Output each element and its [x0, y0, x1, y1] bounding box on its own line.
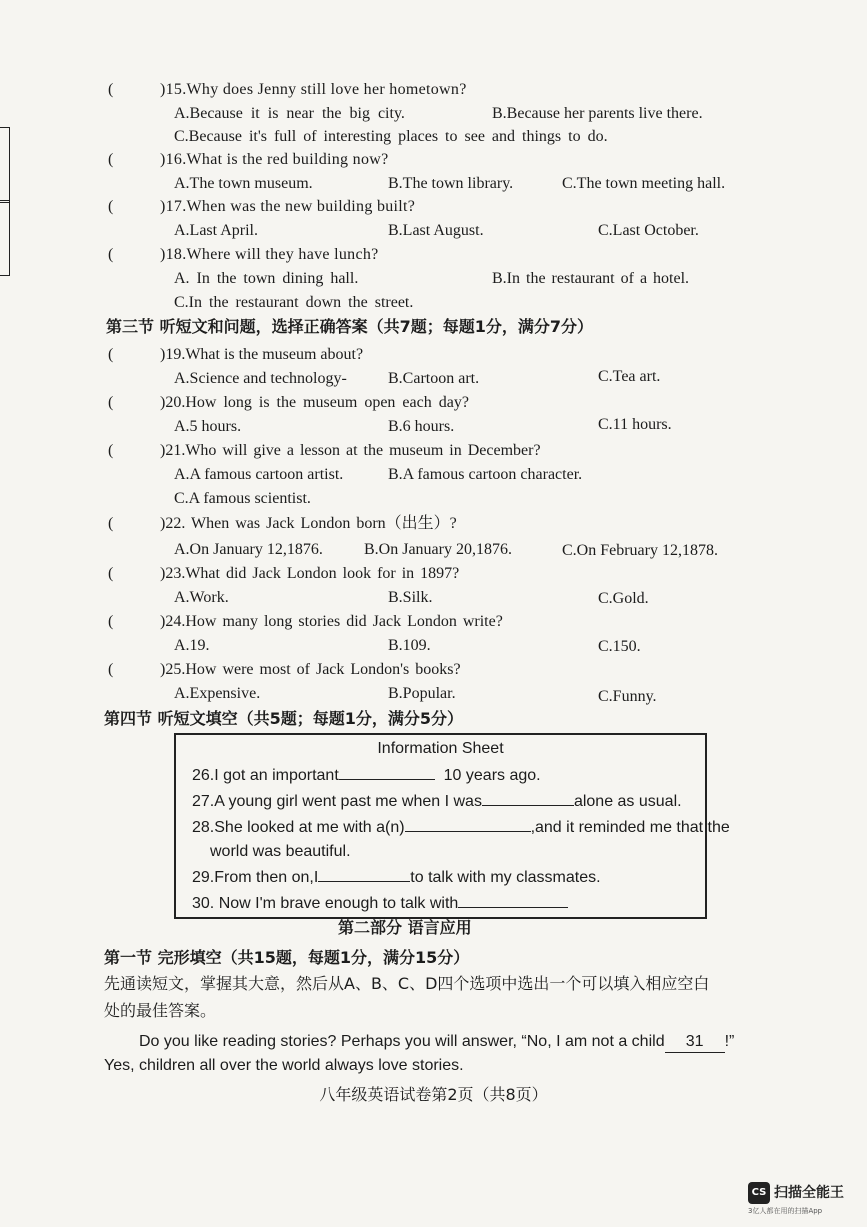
- option-b: B.A famous cartoon character.: [388, 466, 583, 483]
- option-b: B.6 hours.: [388, 418, 455, 435]
- answer-bracket: (: [108, 565, 114, 582]
- option-c: C.In the restaurant down the street.: [174, 294, 414, 311]
- question-text: )17.When was the new building built?: [160, 198, 416, 215]
- part-2-heading: 第二部分 语言应用: [338, 918, 472, 937]
- info-item-27: 27.A young girl went past me when I was alone as usual.: [192, 793, 682, 810]
- answer-blank[interactable]: [339, 765, 435, 780]
- answer-blank[interactable]: [405, 817, 531, 832]
- option-b: B.109.: [388, 637, 431, 654]
- option-c: C.150.: [598, 638, 641, 655]
- section-4-heading: 第四节 听短文填空（共5题；每题1分，满分5分）: [104, 709, 463, 728]
- passage-line-1: Do you like reading stories? Perhaps you will answer, “No, I am not a child 31 !”: [139, 1032, 734, 1053]
- watermark-tagline: 3亿人都在用的扫描App: [748, 1207, 823, 1215]
- cloze-instruction-continued: 处的最佳答案。: [104, 1001, 217, 1020]
- info-item-30: 30. Now I'm brave enough to talk with: [192, 893, 568, 914]
- answer-bracket: (: [108, 198, 114, 215]
- answer-blank[interactable]: [458, 893, 568, 908]
- question-text: )15.Why does Jenny still love her hometown?: [160, 81, 467, 98]
- section-3-heading: 第三节 听短文和问题，选择正确答案（共7题；每题1分，满分7分）: [106, 317, 593, 336]
- option-a: A.Science and technology-: [174, 370, 347, 387]
- question-text: )18.Where will they have lunch?: [160, 246, 379, 263]
- option-a: A.Last April.: [174, 222, 258, 239]
- answer-bracket: (: [108, 661, 114, 678]
- option-c: C.On February 12,1878.: [562, 542, 718, 559]
- option-a: A.19.: [174, 637, 210, 654]
- question-text: )19.What is the museum about?: [160, 346, 364, 363]
- option-c: C.A famous scientist.: [174, 490, 311, 507]
- option-c: C.Funny.: [598, 688, 657, 705]
- question-text: )16.What is the red building now?: [160, 151, 389, 168]
- answer-bracket: (: [108, 613, 114, 630]
- question-text: )20.How long is the museum open each day?: [160, 394, 469, 411]
- info-item-28-continued: world was beautiful.: [210, 843, 351, 860]
- option-a: A.The town museum.: [174, 175, 313, 192]
- cloze-section-heading: 第一节 完形填空（共15题，每题1分，满分15分）: [104, 948, 470, 967]
- question-text: )24.How many long stories did Jack London write?: [160, 613, 503, 630]
- answer-bracket: (: [108, 515, 114, 532]
- answer-bracket: (: [108, 442, 114, 459]
- option-a: A.Because it is near the big city.: [174, 105, 405, 122]
- answer-blank[interactable]: [482, 791, 574, 806]
- answer-bracket: (: [108, 246, 114, 263]
- option-b: B.Because her parents live there.: [492, 105, 703, 122]
- option-c: C.Last October.: [598, 222, 699, 239]
- option-a: A.Work.: [174, 589, 229, 606]
- scanner-watermark: [748, 1180, 858, 1220]
- information-sheet: [174, 733, 730, 919]
- info-item-28: 28.She looked at me with a(n) ,and it reminded me that the: [192, 819, 730, 836]
- option-b: B.Popular.: [388, 685, 456, 702]
- question-text: )22. When was Jack London born（出生）?: [160, 515, 457, 532]
- question-text: )25.How were most of Jack London's books?: [160, 661, 461, 678]
- info-item-29: 29.From then on,I to talk with my classmates.: [192, 869, 601, 886]
- option-c: C.The town meeting hall.: [562, 175, 726, 192]
- option-c: C.11 hours.: [598, 416, 672, 433]
- info-item-26: 26.I got an important 10 years ago.: [192, 767, 541, 784]
- option-a: A.Expensive.: [174, 685, 261, 702]
- binding-margin-mark: [0, 127, 10, 203]
- option-c: C.Because it's full of interesting places to see and things to do.: [174, 128, 608, 145]
- information-sheet-title: Information Sheet: [377, 740, 504, 757]
- option-c: C.Tea art.: [598, 368, 661, 385]
- page-footer: 八年级英语试卷第2页（共8页）: [319, 1085, 548, 1104]
- question-text: )23.What did Jack London look for in 1897?: [160, 565, 460, 582]
- option-a: A.5 hours.: [174, 418, 242, 435]
- option-a: A. In the town dining hall.: [174, 270, 359, 287]
- option-a: A.A famous cartoon artist.: [174, 466, 344, 483]
- answer-blank[interactable]: [318, 867, 410, 882]
- answer-bracket: (: [108, 151, 114, 168]
- option-b: B.In the restaurant of a hotel.: [492, 270, 690, 287]
- watermark-name: 扫描全能王: [774, 1185, 844, 1201]
- answer-bracket: (: [108, 394, 114, 411]
- option-b: B.Cartoon art.: [388, 370, 480, 387]
- passage-line-2: Yes, children all over the world always love stories.: [104, 1057, 464, 1074]
- binding-margin-mark: [0, 200, 10, 276]
- option-a: A.On January 12,1876.: [174, 541, 323, 558]
- answer-bracket: (: [108, 346, 114, 363]
- option-c: C.Gold.: [598, 590, 649, 607]
- cloze-instruction: 先通读短文，掌握其大意，然后从A、B、C、D四个选项中选出一个可以填入相应空白: [104, 974, 710, 993]
- option-b: B.Silk.: [388, 589, 433, 606]
- question-text: )21.Who will give a lesson at the museum in December?: [160, 442, 541, 459]
- answer-bracket: (: [108, 81, 114, 98]
- camscanner-logo-icon: CS: [748, 1182, 770, 1204]
- option-b: B.On January 20,1876.: [364, 541, 512, 558]
- option-b: B.The town library.: [388, 175, 514, 192]
- option-b: B.Last August.: [388, 222, 484, 239]
- blank-31[interactable]: 31: [665, 1032, 725, 1053]
